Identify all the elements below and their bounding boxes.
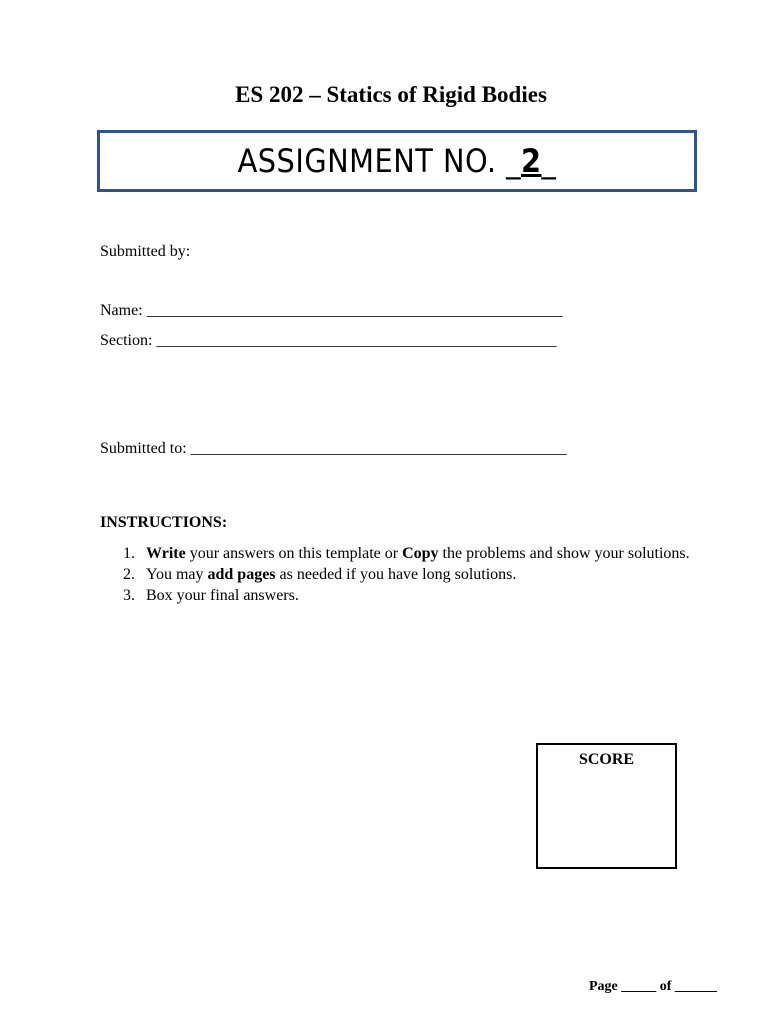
instruction-text: Box your final answers.	[146, 587, 299, 604]
instruction-number: 3.	[123, 587, 135, 604]
instruction-item	[120, 543, 700, 564]
instruction-number: 2.	[123, 566, 135, 583]
instruction-emphasis: add pages	[207, 566, 276, 583]
instructions-heading: INSTRUCTIONS:	[100, 514, 228, 531]
assignment-title-box	[97, 130, 697, 192]
page-number-footer: Page _____ of ______	[589, 979, 717, 994]
instruction-text: the problems and show your solutions.	[438, 545, 690, 562]
instruction-emphasis: Copy	[402, 545, 439, 562]
score-label: SCORE	[578, 751, 635, 768]
assignment-prefix: ASSIGNMENT NO. _	[237, 142, 521, 180]
name-field: Name: ____________________________________________________	[100, 302, 563, 319]
instructions-list	[120, 543, 700, 606]
section-field: Section: __________________________________________________	[100, 332, 557, 349]
assignment-number: 2	[521, 142, 542, 180]
score-box	[536, 743, 677, 869]
assignment-title	[238, 142, 557, 180]
instruction-emphasis: Write	[146, 545, 186, 562]
submitted-by-label: Submitted by:	[100, 243, 191, 260]
instruction-item	[120, 564, 700, 585]
instruction-item	[120, 585, 700, 606]
instruction-text: as needed if you have long solutions.	[275, 566, 517, 583]
instruction-text: You may	[146, 566, 208, 583]
instruction-text: your answers on this template or	[185, 545, 403, 562]
assignment-suffix: _	[541, 142, 557, 180]
submitted-to-field: Submitted to: _______________________________________________	[100, 440, 567, 457]
instruction-number: 1.	[123, 545, 135, 562]
course-title: ES 202 – Statics of Rigid Bodies	[235, 82, 547, 107]
